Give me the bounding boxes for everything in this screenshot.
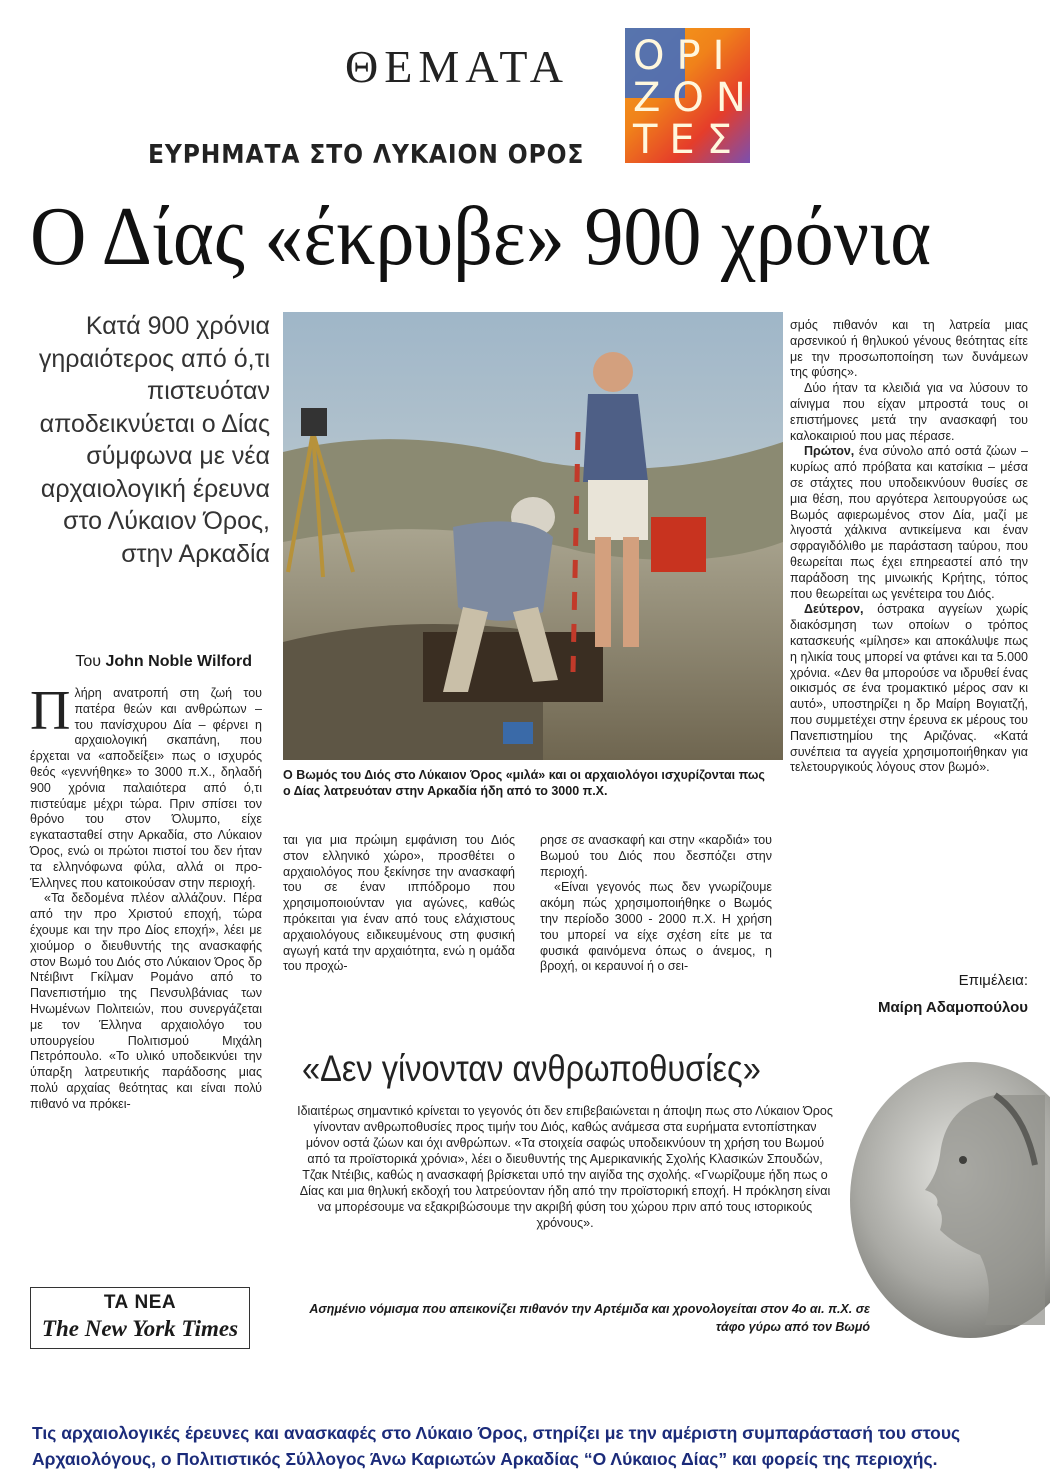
- article-column-1: [30, 680, 262, 1113]
- byline: [30, 653, 252, 671]
- editor-label: Επιμέλεια:: [958, 972, 1028, 989]
- article-paragraph: [790, 602, 1028, 776]
- article-paragraph: ρησε σε ανασκαφή και στην «καρδιά» του Βωμού του Διός που δεσπόζει στην περιοχή.: [540, 833, 772, 879]
- article-paragraph: ται για μια πρώιμη εμφάνιση του Διός στον ελληνικό χώρο», προσθέτει ο αρχαιολόγος που ξεκίνησε την ανασκαφή του σε έναν ιππόδρομο που χρησιμοποιούνταν για αγώνες, καθώς πρόκειται για έναν από τους ελάχιστους αρχαιολόγους ειδικευμένους στη φυσική αγωγή κατά την αρχαιότητα, ενώ η ομάδα του προχώ-: [283, 833, 515, 974]
- paragraph-text: λήρη ανατροπή στη ζωή του πατέρα θεών και ανθρώπων – του πανίσχυρου Δία – φέρνει η αρχαιολογική σκαπάνη, που έρχεται να «αποδείξει» πως ο ισχυρός θεός «γεννήθηκε» το 3000 π.Χ., δηλαδή 900 χρόνια παλαιότερα από ό,τι πιστεύαμε μέχρι τώρα. Πριν σπίσει τον θρόνο του στον Όλυμπο, είχε εγκατασταθεί στην Αρκαδία, στο Λύκαιον Όρος, ενώ οι πρώτοι πιστοί του δεν ήταν τα ελληνόφωνα φύλα, αλλά οι προ-Έλληνες που κατοικούσαν στην περιοχή.: [30, 686, 262, 890]
- article-paragraph: «Τα δεδομένα πλέον αλλάζουν. Πέρα από την προ Χριστού εποχή, τώρα έχουμε και την προ Δίος εποχή», λέει με χιούμορ ο διευθυντής της ανασκαφής στον Βωμό του Διός στο Λύκαιον Όρος δρ Ντέιβιντ Γκίλμαν Ρομάνο από το Πανεπιστήμιο της Πενσυλβάνιας των Ηνωμένων Πολιτειών, που συνεργάζεται με τον Έλληνα αρχαιολόγο του υπουργείου Πολιτισμού Μιχάλη Πετρόπουλο. «Το υλικό υποδεικνύει την ύπαρξη λατρευτικής παράδοσης μιας πολύ αρχαίας θεότητας και είναι πολύ πιθανό να πρόκει-: [30, 891, 262, 1111]
- excavation-photo: [283, 312, 783, 760]
- editor-name: Μαίρη Αδαμοπούλου: [877, 999, 1028, 1016]
- coin-caption: Ασημένιο νόμισμα που απεικονίζει πιθανόν την Αρτέμιδα και χρονολογείται στον 4ο αι. π.Χ. σε τάφο γύρω από τον Βωμό: [309, 1302, 870, 1334]
- article-column-3: [540, 833, 772, 975]
- lead-paragraph: Κατά 900 χρόνια γηραιότερος από ό,τι πιστευόταν αποδεικνύεται ο Δίας σύμφωνα με νέα αρχαιολογική έρευνα στο Λύκαιον Όρος, στην Αρκαδία: [38, 312, 270, 568]
- excavation-photo-image: [283, 312, 783, 760]
- source-ta-nea: ΤΑ ΝΕΑ: [103, 1292, 177, 1313]
- headline: Ο Δίας «έκρυβε» 900 χρόνια: [30, 190, 932, 283]
- editor-credit: [878, 967, 1028, 1021]
- byline-prefix: Του: [75, 653, 102, 670]
- brand-logo: [625, 28, 758, 163]
- sidebar-body: Ιδιαιτέρως σημαντικό κρίνεται το γεγονός ότι δεν επιβεβαιώνεται η άποψη πως στο Λύκαιον Όρος γίνονταν ανθρωποθυσίες προς τιμήν του Διός, καθώς ανάμεσα στα ευρήματα εντοπίστηκαν μόνον οστά ζώων και όχι ανθρώπων. «Τα στοιχεία σαφώς υποδεικνύουν τη χρήση του Βωμού από τα προϊστορικά χρόνια», λέει ο διευθυντής της Αμερικανικής Σχολής Κλασικών Σπουδών, Τζακ Ντέιβις, καθώς η ανασκαφή βρίσκεται υπό την αιγίδα της σχολής. «Γνωρίζουμε ήδη πως ο Δίας και μια θηλυκή εκδοχή του λατρεύονταν ήδη από την προϊστορική εποχή. Η πρόκληση είναι να μπορέσουμε να εξακριβώσουμε την ακριβή φύση του χώρου πριν από τους ιστορικούς χρόνους».: [297, 1104, 833, 1230]
- section-title: ΘΕΜΑΤΑ: [345, 41, 570, 92]
- kicker: ΕΥΡΗΜΑΤΑ ΣΤΟ ΛΥΚΑΙΟΝ ΟΡΟΣ: [148, 140, 585, 170]
- paragraph-text: ένα σύνολο από οστά ζώων – κυρίως από πρόβατα και κατσίκια – μέσα σε στάχτες που υποδεικνύουν θυσίες σε μια θέση, που αργότερα λειτουργούσε ως Βωμός αφιερωμένος στον Δία, μαζί με λιγοστά χάλκινα αντικείμενα και έναν σφραγιδόλιθο με παράσταση ταύρου, που θεωρείται πως έχει επηρεαστεί από την παράδοση της μινωικής Κρήτης, τόπος που θεωρείται ως γενέτειρα του Διός.: [790, 444, 1028, 601]
- sidebar-title: «Δεν γίνονταν ανθρωποθυσίες»: [302, 1048, 761, 1089]
- brand-logo-line: ΟΡΙ: [633, 33, 737, 79]
- brand-logo-line: ΖΟΝ: [633, 75, 758, 121]
- footer-note: Τις αρχαιολογικές έρευνες και ανασκαφές στο Λύκαιο Όρος, στηρίζει με την αμέριστη συμπαράστασή του στους Αρχαιολόγους, ο Πολιτιστικός Σύλλογος Άνω Καριωτών Αρκαδίας “Ο Λύκαιος Δίας” και φορείς της περιοχής.: [32, 1423, 961, 1469]
- article-paragraph: [30, 680, 262, 891]
- coin-image: [845, 1055, 1050, 1340]
- article-column-4: [790, 318, 1028, 776]
- brand-logo-line: ΤΕΣ: [633, 117, 744, 163]
- source-box: [30, 1287, 250, 1349]
- source-nyt-logo: The New York Times: [41, 1316, 239, 1341]
- article-column-2: [283, 833, 515, 975]
- article-paragraph: [790, 444, 1028, 602]
- photo-caption: Ο Βωμός του Διός στο Λύκαιον Όρος «μιλά» και οι αρχαιολόγοι ισχυρίζονται πως ο Δίας λατρευόταν στην Αρκαδία ήδη από το 3000 π.Χ.: [283, 768, 765, 798]
- paragraph-lead: Δεύτερον,: [804, 602, 864, 617]
- article-paragraph: Δύο ήταν τα κλειδιά για να λύσουν το αίνιγμα που είχαν μπροστά τους οι επιστήμονες μετά την ανασκαφή του καλοκαιριού που μας πέρασε.: [790, 381, 1028, 443]
- article-paragraph: «Είναι γεγονός πως δεν γνωρίζουμε ακόμη πώς χρησιμοποιήθηκε ο Βωμός την περίοδο 3000 - 2000 π.Χ. Η χρήση του μπορεί να είχε σχέση είτε με τα φυσικά φαινόμενα όπως ο άνεμος, η βροχή, οι κεραυνοί ή ο σει-: [540, 880, 772, 974]
- paragraph-text: όστρακα αγγείων χωρίς διακόσμηση των οποίων ο τρόπος κατασκευής «μίλησε» και αποκάλυψε πως η ηλικία τους μπορεί να φτάνει και τα 5.000 χρόνια. «Δεν θα μπορούσε να ιδρυθεί ένας οικισμός σε ένα τρομακτικό μέρος σαν κι αυτό», υποστηρίζει η δρ Μαίρη Βογιατζή, που συμμετέχει στην έρευνα εκ μέρους του Πανεπιστημίου της Αριζόνας. «Κατά συνέπεια τα αγγεία χρησιμοποιήθηκαν για τελετουργικούς λόγους στον βωμό».: [790, 602, 1028, 775]
- article-paragraph: σμός πιθανόν και τη λατρεία μιας αρσενικού ή θηλυκού γένους θεότητας είτε με την προσωποποίηση των δυνάμεων της φύσης».: [790, 318, 1028, 380]
- paragraph-lead: Πρώτον,: [804, 444, 855, 459]
- byline-author: John Noble Wilford: [105, 653, 252, 670]
- coin-photo: [845, 1055, 1050, 1340]
- drop-cap: Π: [30, 680, 71, 742]
